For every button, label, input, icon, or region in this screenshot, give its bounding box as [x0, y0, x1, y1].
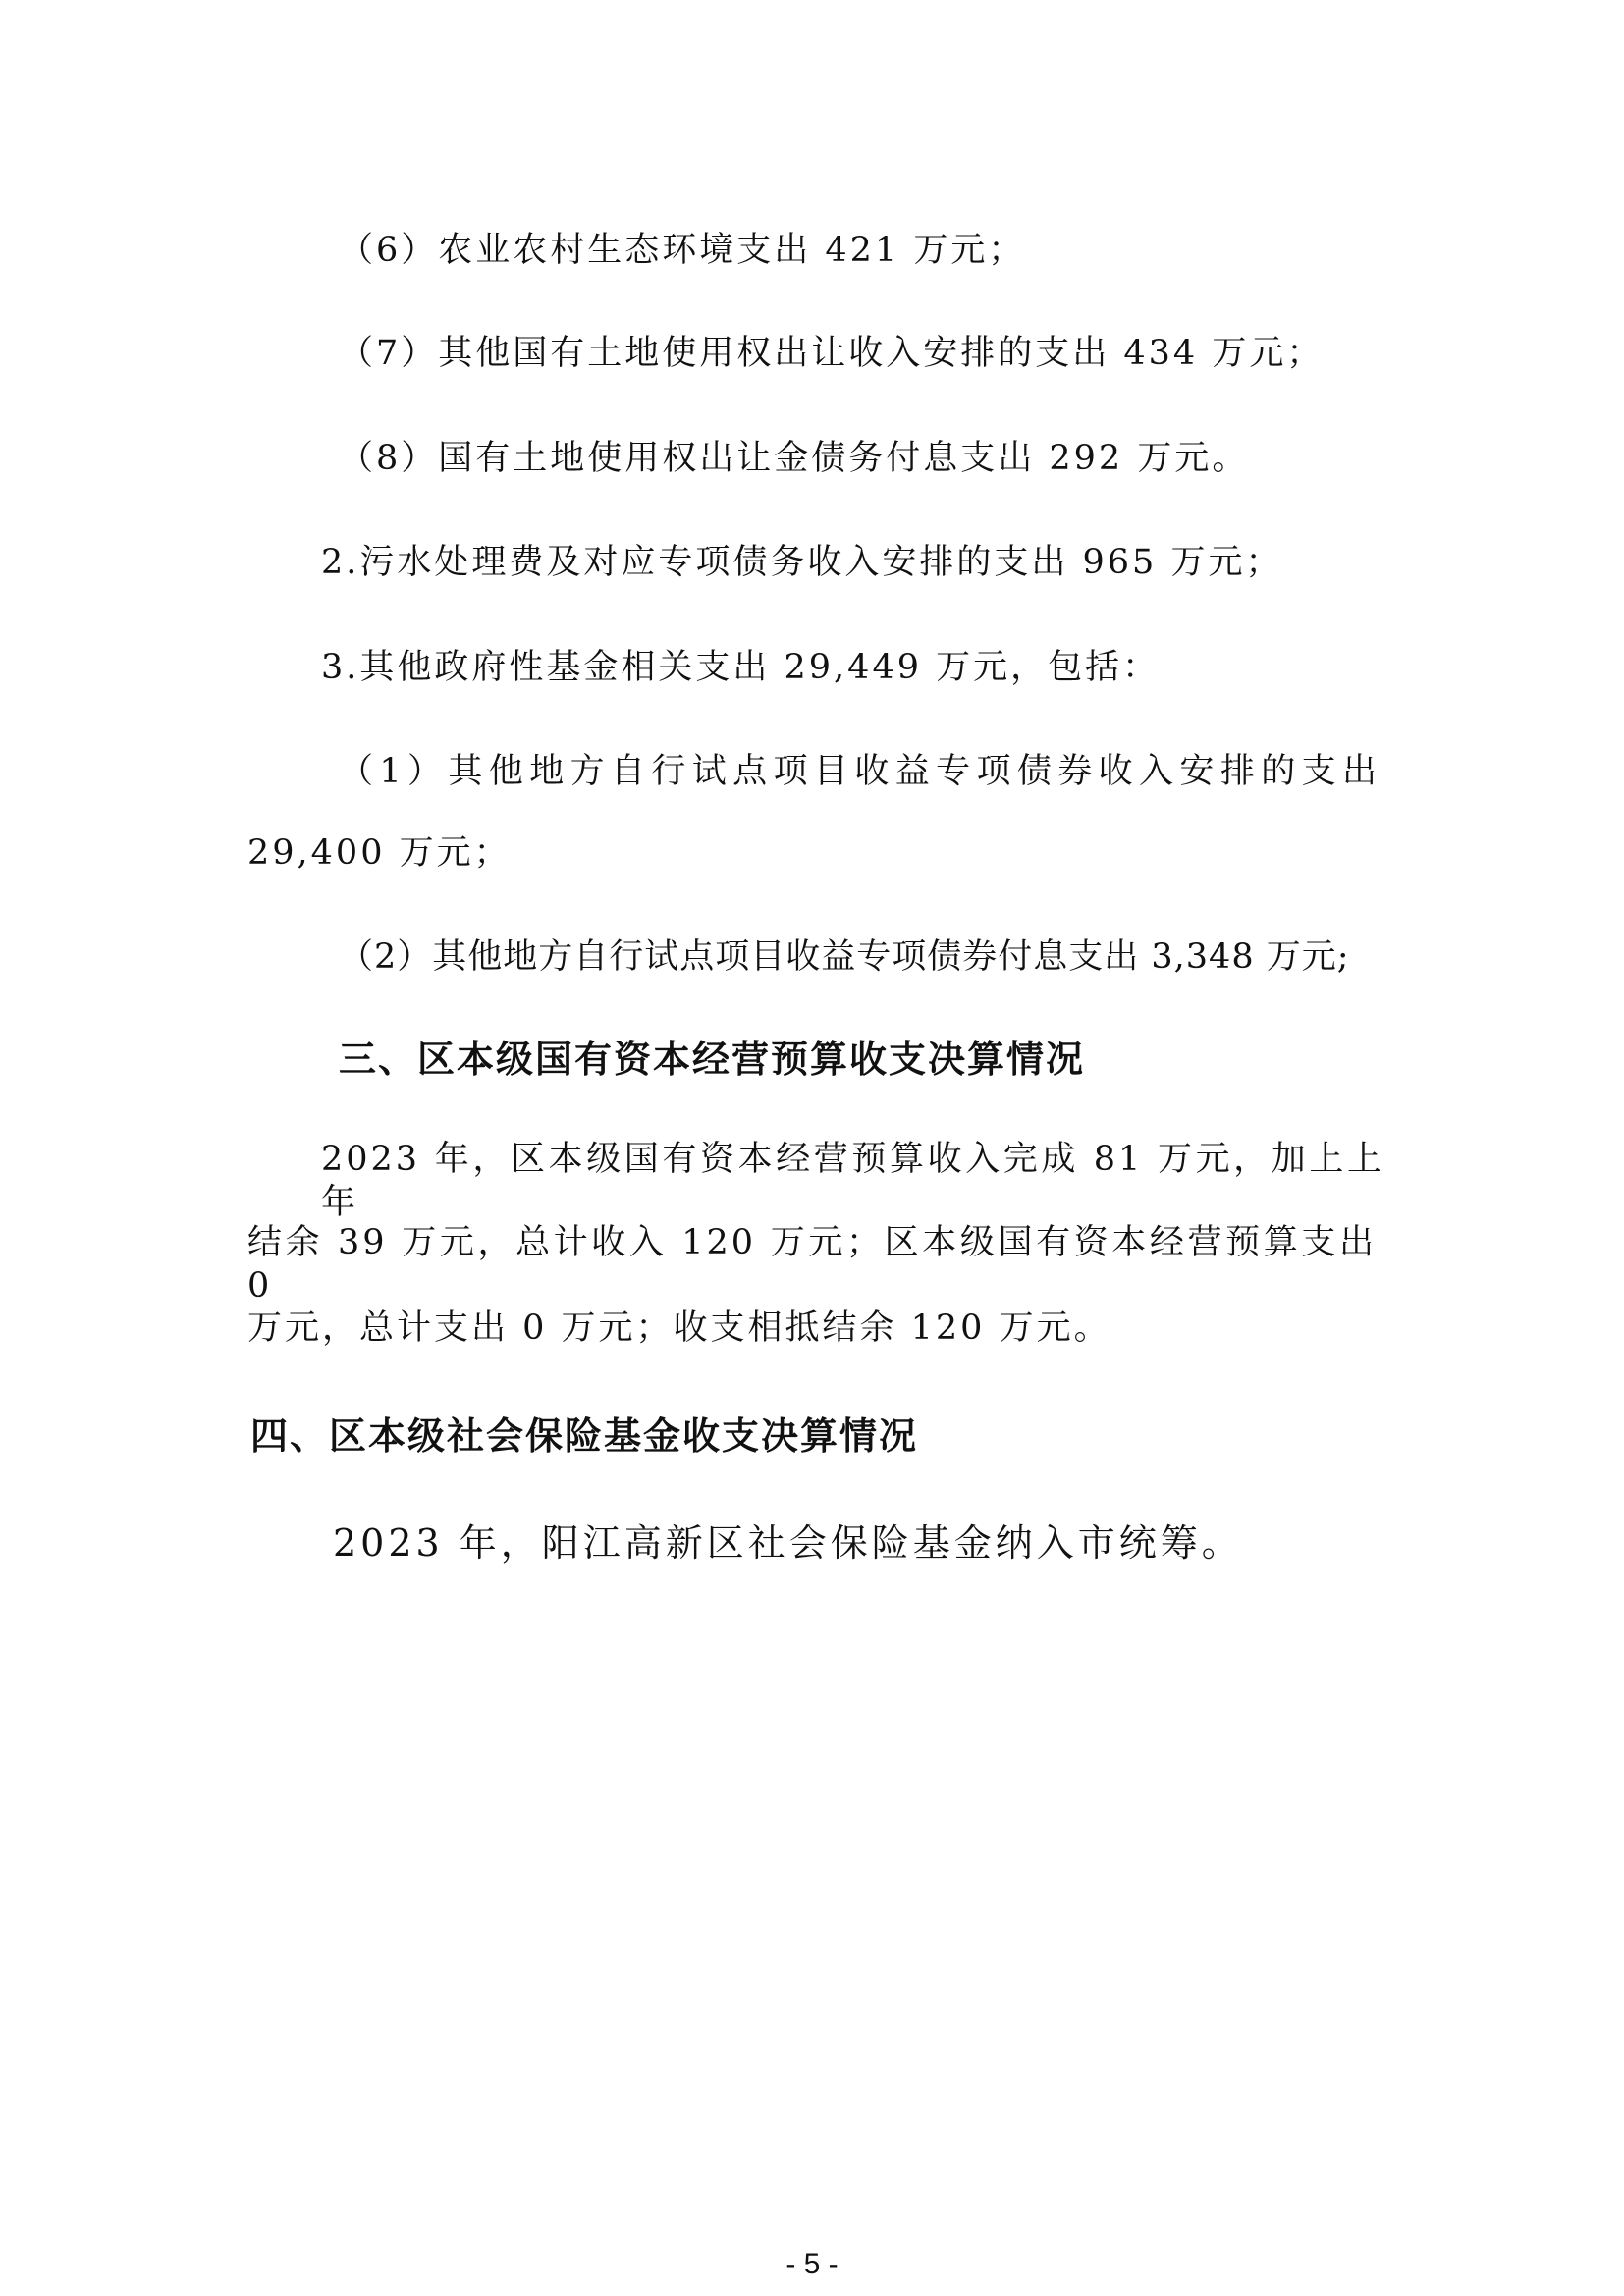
sub-item-1-line-2: 29,400 万元； [247, 833, 512, 873]
paragraph-3-line-3: 万元，总计支出 0 万元；收支相抵结余 120 万元。 [247, 1308, 1111, 1348]
paragraph-4: 2023 年，阳江高新区社会保险基金纳入市统筹。 [333, 1522, 1243, 1565]
sub-item-1-line-1: （1）其他地方自行试点项目收益专项债券收入安排的支出 [339, 752, 1380, 791]
paragraph-3-line-1: 2023 年，区本级国有资本经营预算收入完成 81 万元，加上上年 [321, 1140, 1384, 1222]
section-3-text: 3.其他政府性基金相关支出 29,449 万元，包括： [321, 648, 1161, 687]
item-7-text: （7）其他国有土地使用权出让收入安排的支出 434 万元； [339, 334, 1325, 373]
item-6-text: （6）农业农村生态环境支出 421 万元； [339, 231, 1026, 270]
section-heading-4: 四、区本级社会保险基金收支决算情况 [250, 1415, 919, 1458]
section-2-text: 2.污水处理费及对应专项债务收入安排的支出 965 万元； [321, 543, 1283, 582]
item-8-text: （8）国有土地使用权出让金债务付息支出 292 万元。 [339, 439, 1250, 478]
section-heading-3: 三、区本级国有资本经营预算收支决算情况 [339, 1038, 1086, 1081]
page-number: - 5 - [785, 2248, 839, 2280]
paragraph-3-line-2: 结余 39 万元，总计收入 120 万元；区本级国有资本经营预算支出 0 [247, 1223, 1377, 1306]
sub-item-2-text: （2）其他地方自行试点项目收益专项债券付息支出 3,348 万元; [339, 937, 1350, 977]
